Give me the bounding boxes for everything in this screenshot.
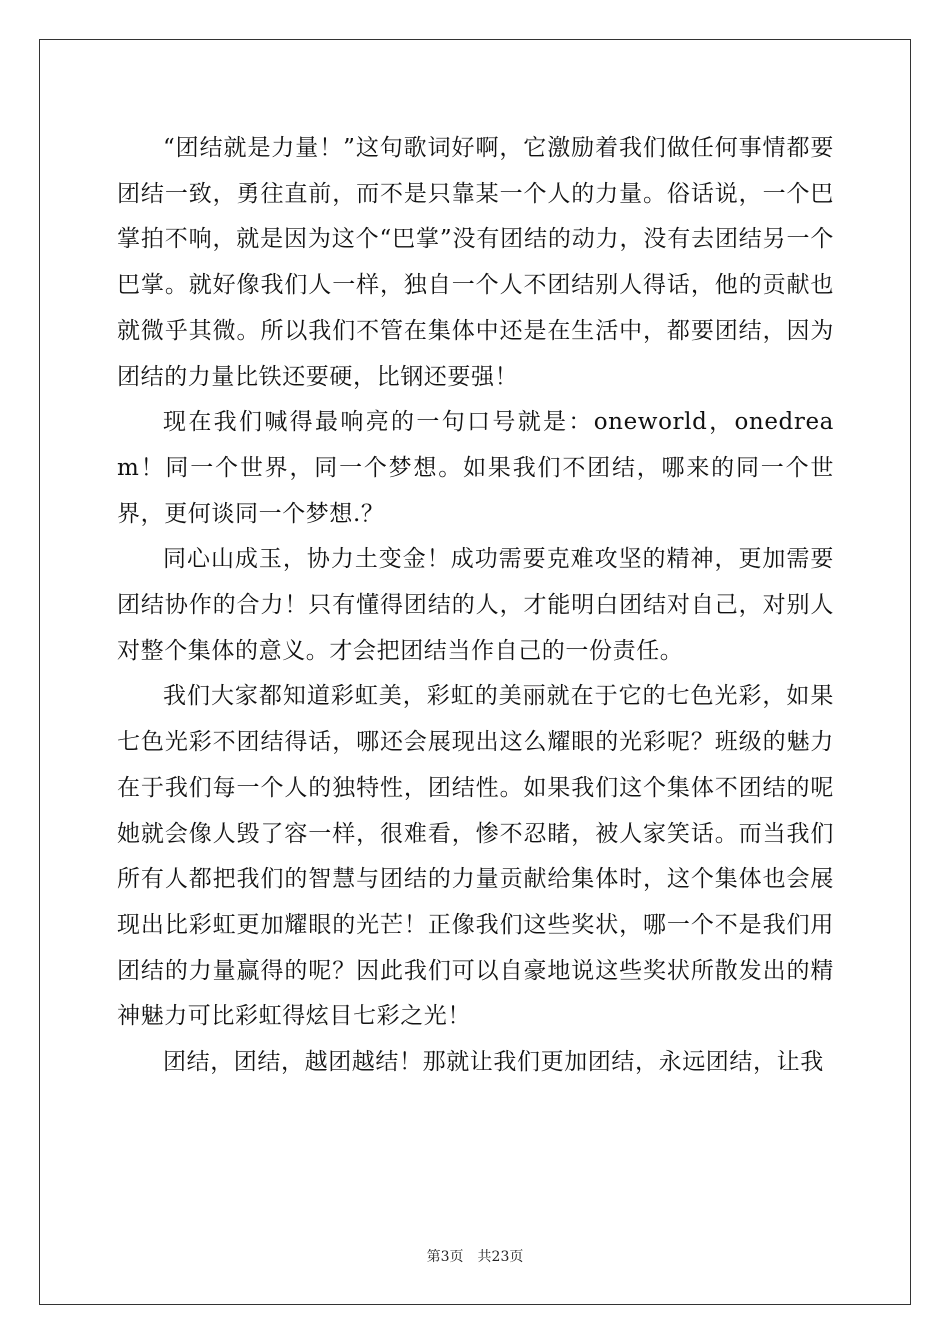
paragraph-1: “团结就是力量！”这句歌词好啊，它激励着我们做任何事情都要团结一致，勇往直前，而不是只靠某一个人的力量。俗话说，一个巴掌拍不响，就是因为这个“巴掌”没有团结的动力，没有去团结另一个巴掌。就好像我们人一样，独自一个人不团结别人得话，他的贡献也就微乎其微。所以我们不管在集体中还是在生活中，都要团结，因为团结的力量比铁还要硬，比钢还要强！	[117, 135, 834, 390]
paragraph-3: 同心山成玉，协力土变金！成功需要克难攻坚的精神，更加需要团结协作的合力！只有懂得团结的人，才能明白团结对自己，对别人对整个集体的意义。才会把团结当作自己的一份责任。	[117, 546, 834, 664]
page-footer	[0, 1246, 950, 1266]
page-number: 第3页	[426, 1249, 464, 1265]
document-body	[117, 126, 834, 1086]
page-total: 共23页	[477, 1249, 524, 1265]
paragraph-2: 现在我们喊得最响亮的一句口号就是：oneworld，onedream！同一个世界，同一个梦想。如果我们不团结，哪来的同一个世界，更何谈同一个梦想.？	[117, 409, 834, 527]
paragraph-4: 我们大家都知道彩虹美，彩虹的美丽就在于它的七色光彩，如果七色光彩不团结得话，哪还会展现出这么耀眼的光彩呢？班级的魅力在于我们每一个人的独特性，团结性。如果我们这个集体不团结的呢她就会像人毁了容一样，很难看，惨不忍睹，被人家笑话。而当我们所有人都把我们的智慧与团结的力量贡献给集体时，这个集体也会展现出比彩虹更加耀眼的光芒！正像我们这些奖状，哪一个不是我们用团结的力量赢得的呢？因此我们可以自豪地说这些奖状所散发出的精神魅力可比彩虹得炫目七彩之光！	[117, 683, 834, 1030]
paragraph-5: 团结，团结，越团越结！那就让我们更加团结，永远团结，让我	[163, 1049, 824, 1076]
